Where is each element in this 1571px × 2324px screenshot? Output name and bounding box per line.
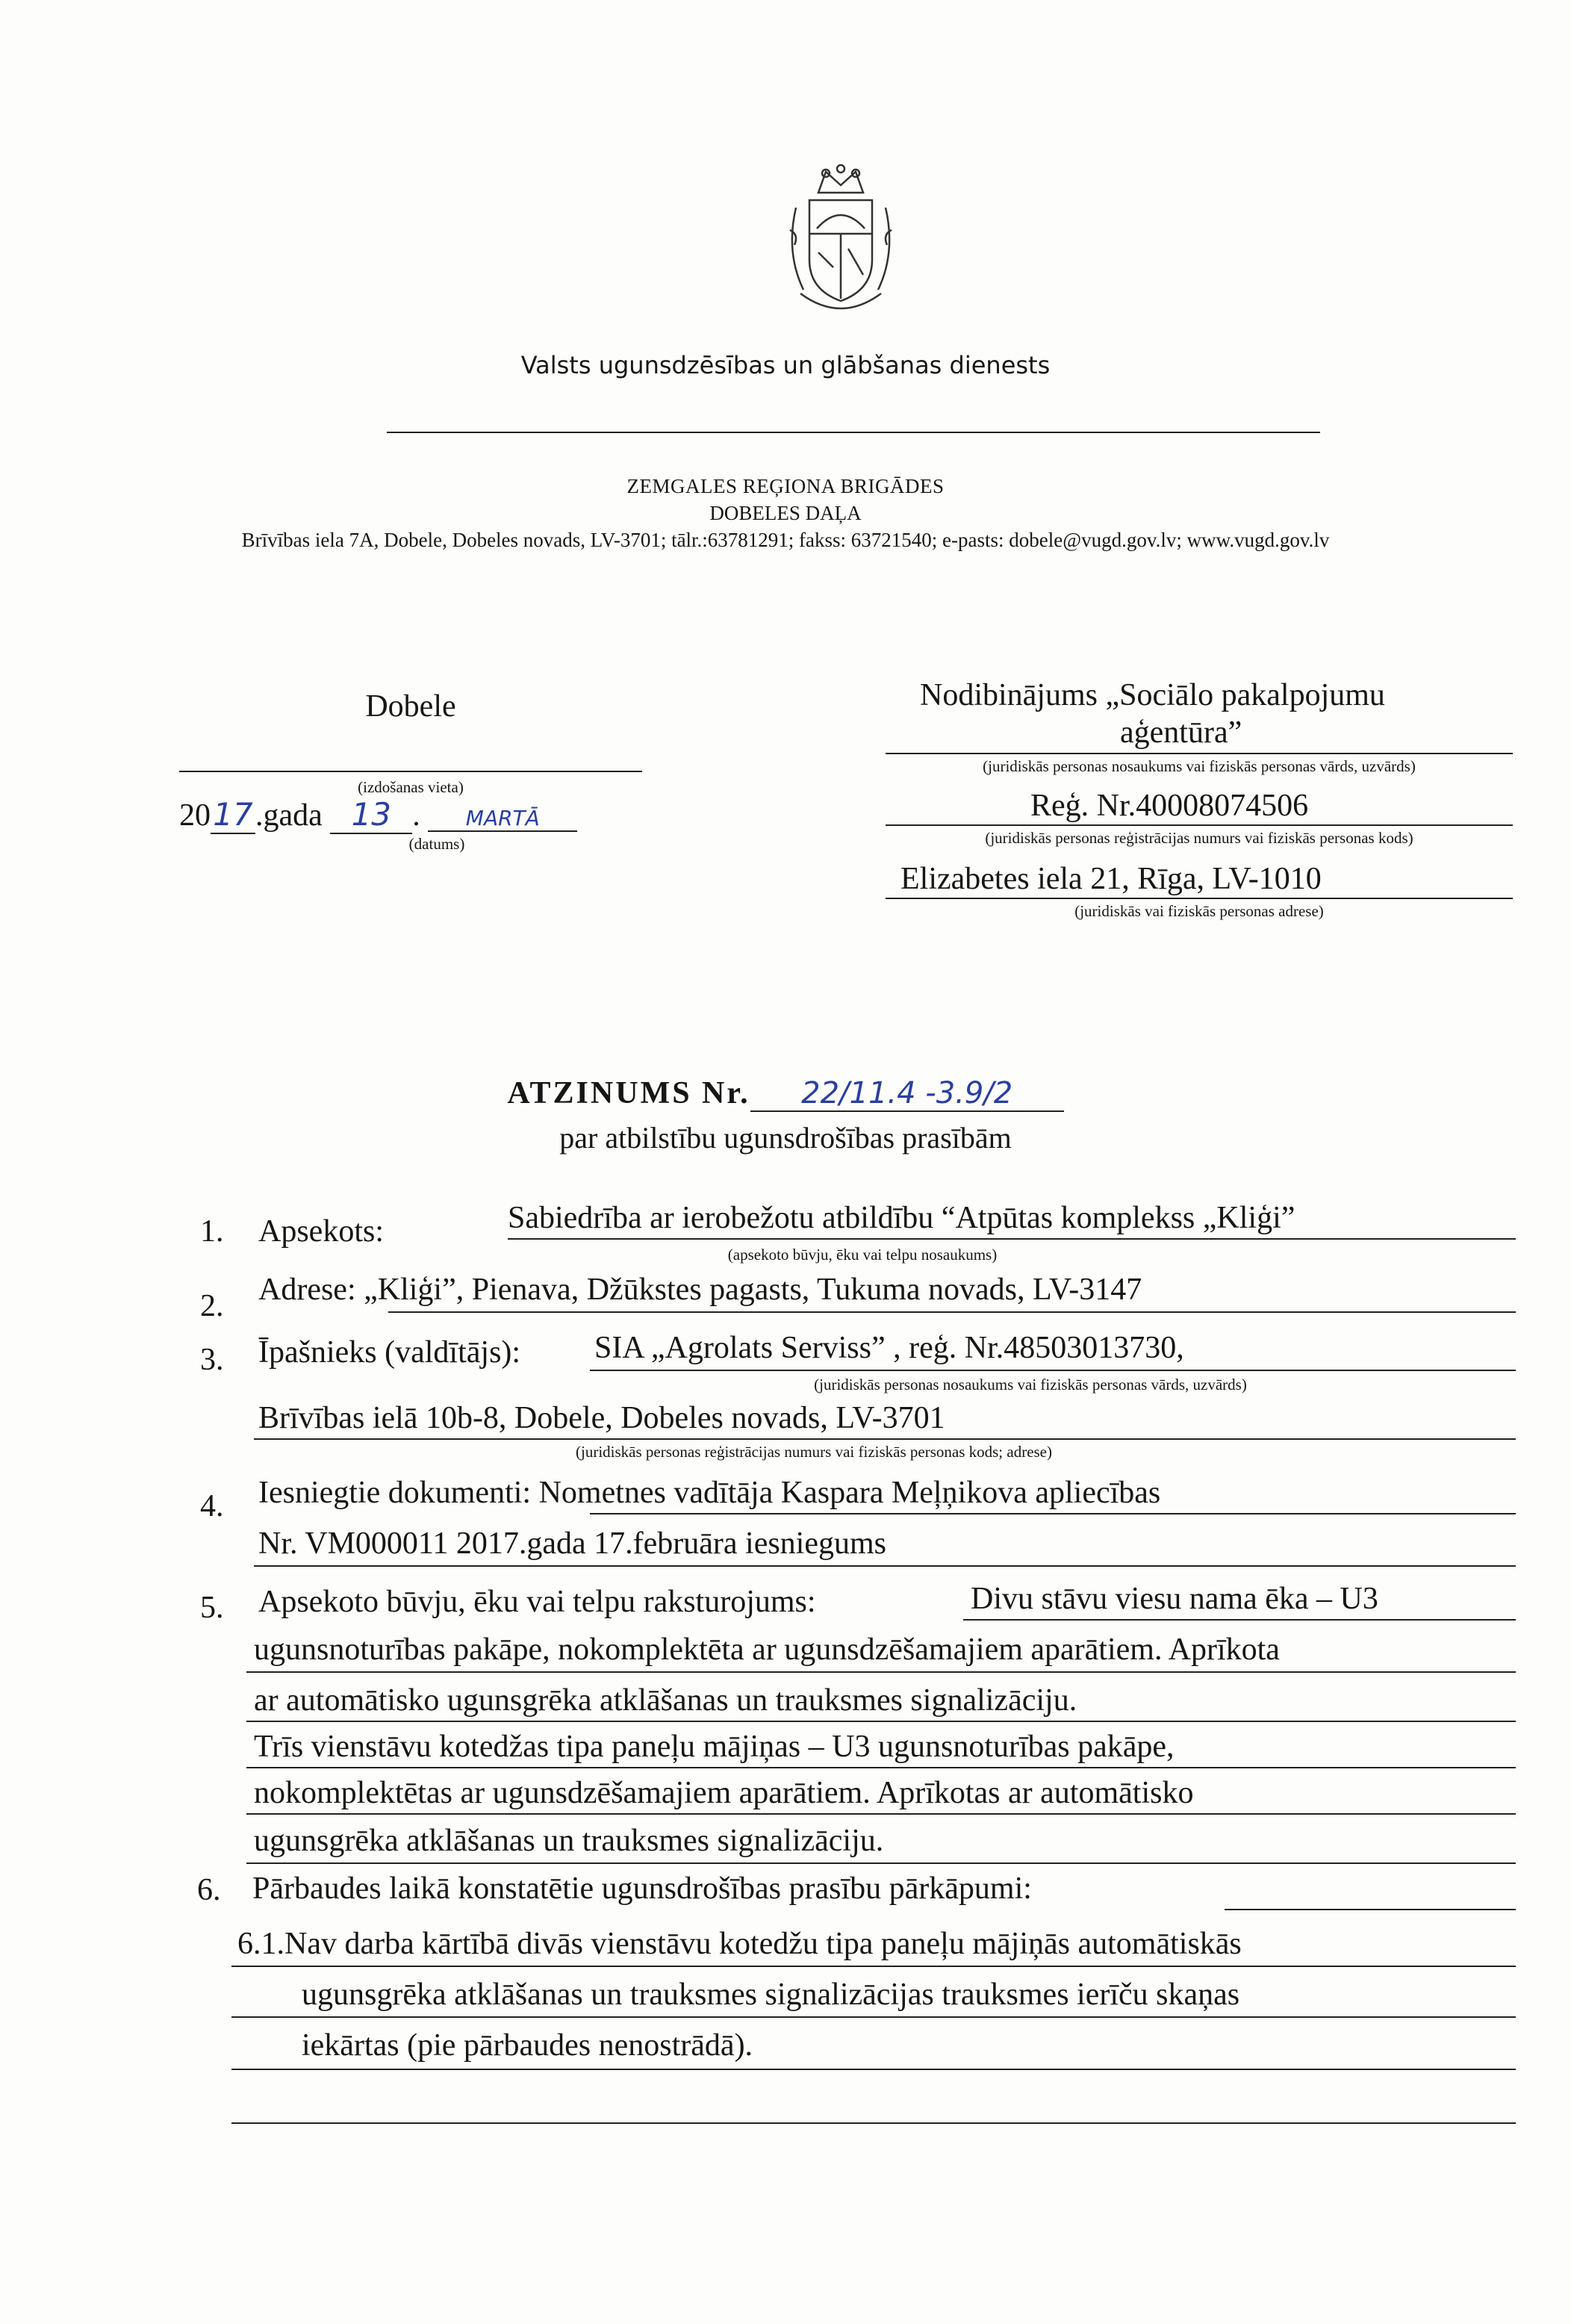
- item-6-label: Pārbaudes laikā konstatētie ugunsdrošības prasību pārkāpumi:: [252, 1871, 1032, 1906]
- header-divider: [387, 432, 1320, 433]
- item-2-line: [388, 1311, 1516, 1313]
- issue-place-label: (izdošanas vieta): [358, 778, 464, 796]
- item-4-line-1: Iesniegtie dokumenti: Nometnes vadītāja Kaspara Meļņikova apliecības: [258, 1476, 1161, 1510]
- item-5-rule-2: [246, 1671, 1516, 1673]
- item-6-rule-1: [231, 1966, 1516, 1967]
- issue-place: Dobele: [365, 689, 456, 724]
- document-subtitle: par atbilstību ugunsdrošības prasībām: [559, 1121, 1012, 1155]
- item-4-rule-2: [254, 1565, 1516, 1567]
- item-5-number: 5.: [200, 1591, 224, 1625]
- agency-name: Valsts ugunsdzēsības un glābšanas dienests: [520, 351, 1051, 379]
- item-2-number: 2.: [200, 1289, 224, 1323]
- month-handwritten: MARTĀ: [428, 806, 577, 832]
- recipient-name-line2: aģentūra”: [1120, 715, 1242, 750]
- brigade-name: ZEMGALES REĢIONA BRIGĀDES: [626, 475, 945, 497]
- item-5-rule-4: [246, 1767, 1516, 1768]
- year-handwritten: 17: [211, 796, 255, 834]
- item-6-rule-4: [231, 2122, 1516, 2124]
- item-1-label: Apsekots:: [258, 1214, 384, 1249]
- recipient-reg-number: Reģ. Nr.40008074506: [1030, 789, 1309, 823]
- recipient-reg-label: (juridiskās personas reģistrācijas numurs vai fiziskās personas kods): [985, 829, 1413, 847]
- item-2-address: Adrese: „Kliģi”, Pienava, Džūkstes pagasts, Tukuma novads, LV-3147: [258, 1273, 1142, 1307]
- recipient-address-label: (juridiskās vai fiziskās personas adrese): [1074, 902, 1324, 920]
- document-title: ATZINUMS Nr. 22/11.4 -3.9/2: [0, 1075, 1571, 1112]
- item-5-rule-5: [246, 1813, 1516, 1815]
- item-5-label: Apsekoto būvju, ēku vai telpu raksturojums:: [258, 1585, 816, 1619]
- item-1-sublabel: (apsekoto būvju, ēku vai telpu nosaukums): [727, 1246, 998, 1264]
- item-5-rule-6: [246, 1862, 1516, 1864]
- recipient-name-line1: Nodibinājums „Sociālo pakalpojumu: [920, 678, 1385, 712]
- item-6-rule-3: [231, 2069, 1516, 2070]
- item-3-sublabel-1: (juridiskās personas nosaukums vai fiziskās personas vārds, uzvārds): [814, 1376, 1247, 1394]
- recipient-address: Elizabetes iela 21, Rīga, LV-1010: [900, 862, 1322, 896]
- item-5-line-6: ugunsgrēka atklāšanas un trauksmes signalizāciju.: [254, 1824, 884, 1858]
- item-4-number: 4.: [200, 1489, 224, 1523]
- department-name: DOBELES DAĻA: [709, 502, 862, 524]
- item-5-line-4: Trīs vienstāvu kotedžas tipa paneļu mājiņas – U3 ugunsnoturības pakāpe,: [254, 1730, 1175, 1764]
- item-3-line: [590, 1370, 1516, 1371]
- recipient-name-line: [886, 753, 1513, 754]
- recipient-name-label: (juridiskās personas nosaukums vai fiziskās personas vārds, uzvārds): [983, 757, 1416, 775]
- recipient-reg-line: [886, 824, 1513, 826]
- document-number-handwritten: 22/11.4 -3.9/2: [750, 1076, 1064, 1112]
- item-4-rule-1: [590, 1513, 1516, 1514]
- item-1-value: Sabiedrība ar ierobežotu atbildību “Atpūtas komplekss „Kliģi”: [508, 1201, 1295, 1235]
- item-3-sublabel-2: (juridiskās personas reģistrācijas numurs vai fiziskās personas kods; adrese): [576, 1443, 1052, 1461]
- recipient-address-line: [886, 898, 1513, 899]
- item-5-line-2: ugunsnoturības pakāpe, nokomplektēta ar ugunsdzēšamajiem aparātiem. Aprīkota: [254, 1632, 1280, 1667]
- item-6-number: 6.: [197, 1873, 221, 1907]
- item-5-value: Divu stāvu viesu nama ēka – U3: [971, 1582, 1378, 1616]
- item-5-line-5: nokomplektētas ar ugunsdzēšamajiem aparātiem. Aprīkotas ar automātisko: [254, 1776, 1194, 1810]
- day-handwritten: 13: [330, 796, 412, 834]
- item-6-rule-2: [231, 2016, 1516, 2018]
- item-6-line-2: ugunsgrēka atklāšanas un trauksmes signalizācijas trauksmes ierīču skaņas: [302, 1977, 1240, 2012]
- item-3-label: Īpašnieks (valdītājs):: [258, 1335, 521, 1370]
- item-3-line-2: [254, 1438, 1516, 1440]
- coat-of-arms-emblem: [774, 163, 908, 327]
- item-5-line-3: ar automātisko ugunsgrēka atklāšanas un trauksmes signalizāciju.: [254, 1683, 1077, 1718]
- contact-details: Brīvības iela 7A, Dobele, Dobeles novads, LV-3701; tālr.:63781291; fakss: 63721540; e-pasts: dobele@vugd.gov.lv; www.vugd.gov.lv: [241, 529, 1330, 551]
- issue-place-line: [179, 771, 642, 772]
- date-label: (datums): [408, 835, 465, 853]
- issue-date: 2017.gada 13 . MARTĀ: [179, 796, 577, 834]
- item-3-number: 3.: [200, 1343, 224, 1377]
- item-6-line-1: 6.1.Nav darba kārtībā divās vienstāvu kotedžu tipa paneļu mājiņās automātiskās: [237, 1927, 1242, 1961]
- item-6-rule-0: [1225, 1909, 1516, 1910]
- item-5-rule-1: [963, 1619, 1516, 1621]
- item-1-number: 1.: [200, 1214, 224, 1249]
- item-4-line-2: Nr. VM000011 2017.gada 17.februāra iesniegums: [258, 1526, 887, 1561]
- item-1-line: [508, 1238, 1516, 1240]
- item-3-value: SIA „Agrolats Serviss” , reģ. Nr.48503013730,: [594, 1331, 1184, 1365]
- item-5-rule-3: [246, 1721, 1516, 1722]
- item-6-line-3: iekārtas (pie pārbaudes nenostrādā).: [302, 2028, 753, 2063]
- item-3-address: Brīvības ielā 10b-8, Dobele, Dobeles novads, LV-3701: [258, 1401, 945, 1435]
